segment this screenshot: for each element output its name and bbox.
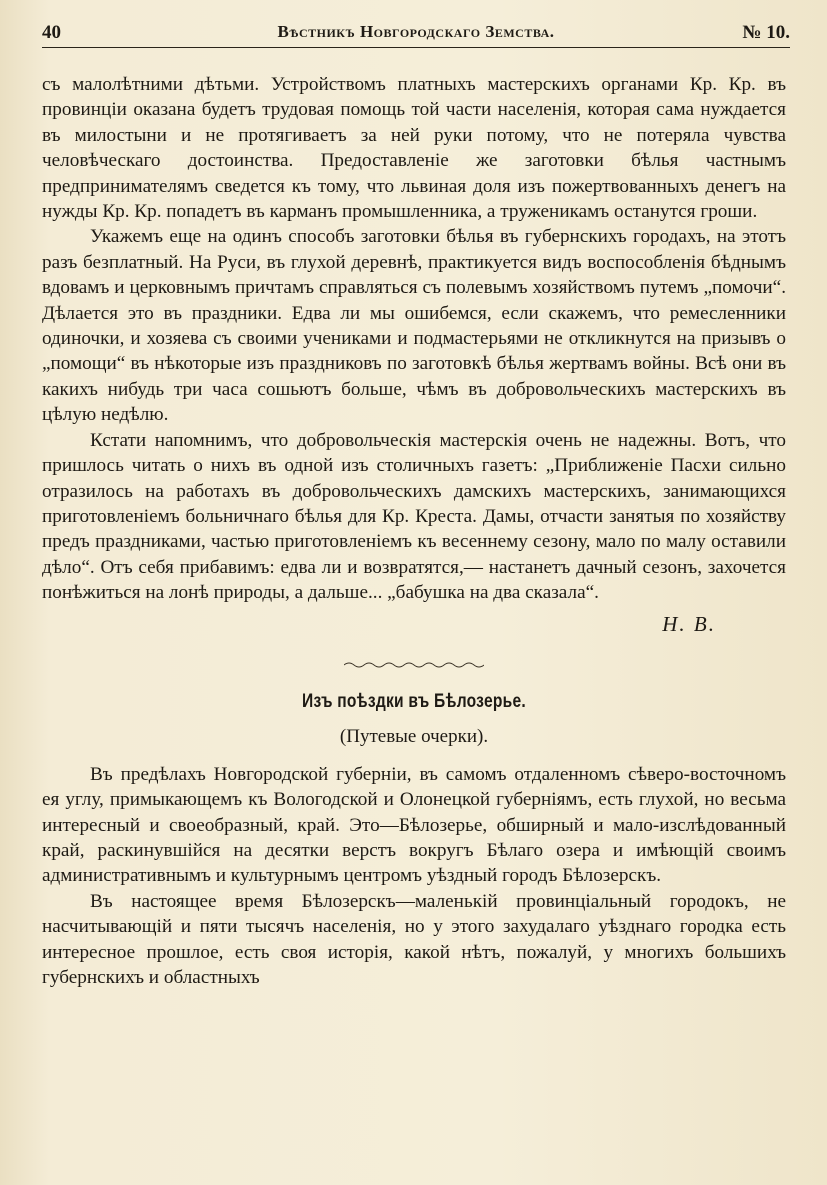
paragraph: Въ предѣлахъ Новгородской губерніи, въ самомъ отдаленномъ сѣверо-восточномъ ея углу, примыкающемъ къ Вологодской и Олонецкой губерніямъ, есть глухой, но весьма интересный и своеобразный, край. Это—Бѣлозерье, обширный и мало-изслѣдованный край, раскинувшійся на десятки верстъ вокругъ Бѣлаго озера и имѣющій своимъ административнымъ и культурнымъ центромъ уѣздный городъ Бѣлозерскъ. xyxy=(42,763,786,887)
section-divider xyxy=(344,661,484,669)
paragraph: Кстати напомнимъ, что добровольческія мастерскія очень не надежны. Вотъ, что пришлось читать о нихъ въ одной изъ столичныхъ газетъ: „Приближеніе Пасхи сильно отразилось на работахъ въ добровольческихъ дамскихъ мастерскихъ, занимающихся приготовленіемъ больничнаго бѣлья для Кр. Креста. Дамы, отчасти занятыя по хозяйству предъ праздниками, частью приготовленіемъ къ весеннему сезону, мало по малу оставили дѣло“. Отъ себя прибавимъ: едва ли и возвратятся,— настанетъ дачный сезонъ, захочется понѣжиться на лонѣ природы, а дальше... „бабушка на два сказала“. xyxy=(42,429,786,604)
paragraph: Укажемъ еще на одинъ способъ заготовки бѣлья въ губернскихъ городахъ, на этотъ разъ безплатный. На Руси, въ глухой деревнѣ, практикуется видъ воспособленія бѣднымъ вдовамъ и церковнымъ причтамъ справляться съ полевымъ хозяйствомъ путемъ „помочи“. Дѣлается это въ праздники. Едва ли мы ошибемся, если скажемъ, что ремесленники одиночки, и хозяева съ своими учениками и подмастерьями не откликнутся на призывъ о „помощи“ въ нѣкоторые изъ праздниковъ по заготовкѣ бѣлья жертвамъ войны. Всѣ они въ какихъ нибудь три часа сошьютъ больше, чѣмъ въ добровольческихъ мастерскихъ въ цѣлую недѣлю. xyxy=(42,226,786,426)
journal-title: Вѣстникъ Новгородскаго Земства. xyxy=(277,22,555,41)
page-number: 40 xyxy=(42,22,61,43)
paragraph: Въ настоящее время Бѣлозерскъ—маленькій провинціальный городокъ, не насчитывающій и пяти тысячъ населенія, но у этого захудалаго уѣзднаго городка есть интересное прошлое, есть своя исторія, какой нѣтъ, пожалуй, у многихъ большихъ губернскихъ и областныхъ xyxy=(42,890,786,988)
article-title: Изъ поѣздки въ Бѣлозерье. xyxy=(302,690,526,712)
article-subtitle: (Путевые очерки). xyxy=(339,726,489,748)
header-rule xyxy=(42,47,790,48)
author-signature: Н. В. xyxy=(662,611,716,636)
issue-number: № 10. xyxy=(742,22,790,43)
page-header xyxy=(42,22,790,46)
page-body xyxy=(42,72,786,990)
paragraph: съ малолѣтними дѣтьми. Устройствомъ платныхъ мастерскихъ органами Кр. Кр. въ провинціи оказана будетъ трудовая помощь той части населенія, которая сама нуждается въ милостыни и не протягиваетъ за ней руки потому, что не потеряла чувства человѣческаго достоинства. Предоставленіе же заготовки бѣлья частнымъ предпринимателямъ сведется къ тому, что львиная доля изъ пожертвованныхъ денегъ на нужды Кр. Кр. попадетъ въ карманъ промышленника, а труженикамъ останутся гроши. xyxy=(42,74,786,223)
